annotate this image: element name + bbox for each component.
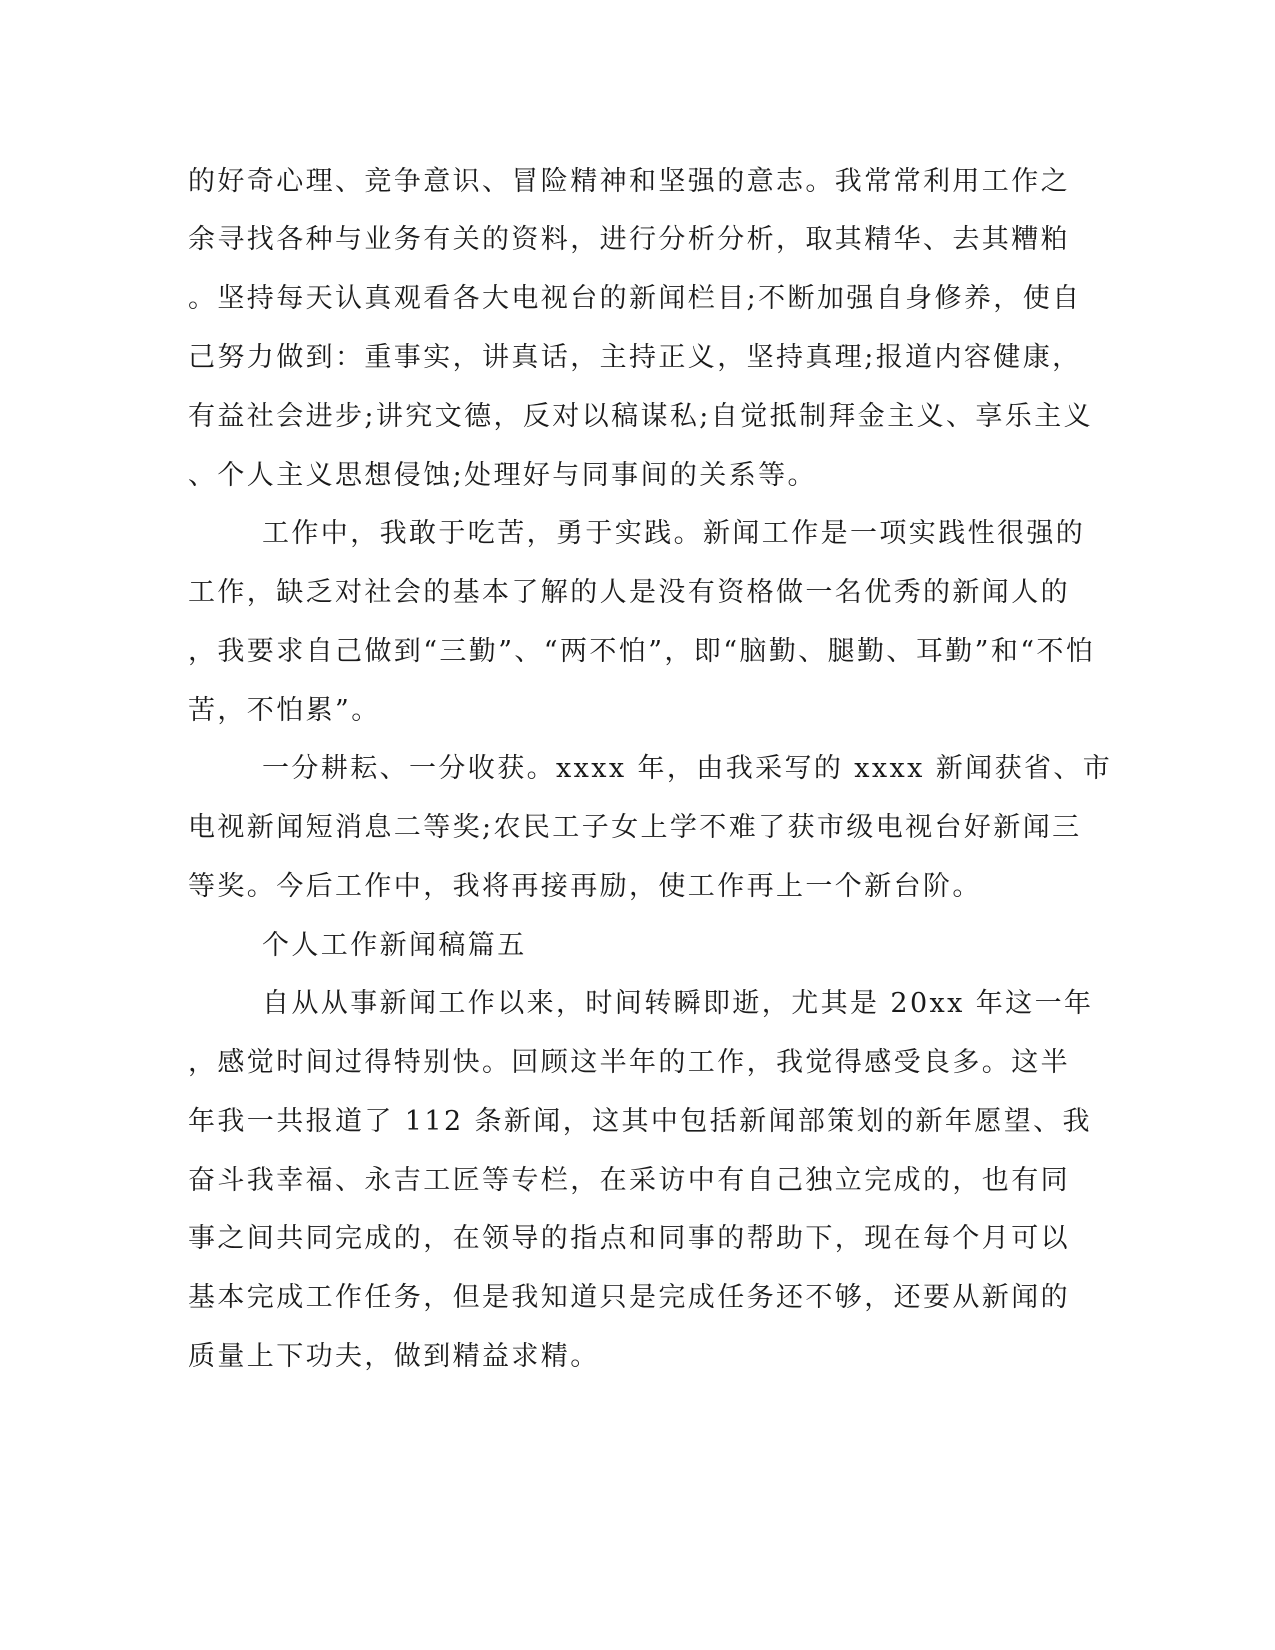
text-line-6: 、个人主义思想侵蚀;处理好与同事间的关系等。 — [188, 460, 817, 491]
section-heading: 个人工作新闻稿篇五 — [262, 930, 527, 961]
text-line-10: 苦，不怕累”。 — [188, 695, 381, 726]
text-line-1: 的好奇心理、竞争意识、冒险精神和坚强的意志。我常常利用工作之 — [188, 166, 1070, 197]
text-line-13: 等奖。今后工作中，我将再接再励，使工作再上一个新台阶。 — [188, 871, 982, 902]
text-line-12: 电视新闻短消息二等奖;农民工子女上学不难了获市级电视台好新闻三 — [188, 812, 1082, 843]
text-line-11: 一分耕耘、一分收获。xxxx 年，由我采写的 xxxx 新闻获省、市 — [262, 753, 1113, 784]
text-line-2: 余寻找各种与业务有关的资料，进行分析分析，取其精华、去其糟粕 — [188, 224, 1070, 255]
text-line-19: 事之间共同完成的，在领导的指点和同事的帮助下，现在每个月可以 — [188, 1223, 1070, 1254]
text-line-7: 工作中，我敢于吃苦，勇于实践。新闻工作是一项实践性很强的 — [262, 518, 1086, 549]
text-line-9: ，我要求自己做到“三勤”、“两不怕”，即“脑勤、腿勤、耳勤”和“不怕 — [188, 636, 1096, 667]
text-line-3: 。坚持每天认真观看各大电视台的新闻栏目;不断加强自身修养，使自 — [188, 283, 1082, 314]
text-line-8: 工作，缺乏对社会的基本了解的人是没有资格做一名优秀的新闻人的 — [188, 577, 1070, 608]
text-line-4: 己努力做到：重事实，讲真话，主持正义，坚持真理;报道内容健康， — [188, 342, 1082, 373]
text-line-17: 年我一共报道了 112 条新闻，这其中包括新闻部策划的新年愿望、我 — [188, 1106, 1092, 1137]
text-line-20: 基本完成工作任务，但是我知道只是完成任务还不够，还要从新闻的 — [188, 1282, 1070, 1313]
text-line-5: 有益社会进步;讲究文德，反对以稿谋私;自觉抵制拜金主义、享乐主义 — [188, 401, 1093, 432]
text-line-15: 自从从事新闻工作以来，时间转瞬即逝，尤其是 20xx 年这一年 — [262, 988, 1094, 1019]
text-line-16: ，感觉时间过得特别快。回顾这半年的工作，我觉得感受良多。这半 — [188, 1047, 1070, 1078]
text-line-21: 质量上下功夫，做到精益求精。 — [188, 1341, 600, 1372]
text-line-18: 奋斗我幸福、永吉工匠等专栏，在采访中有自己独立完成的，也有同 — [188, 1165, 1070, 1196]
